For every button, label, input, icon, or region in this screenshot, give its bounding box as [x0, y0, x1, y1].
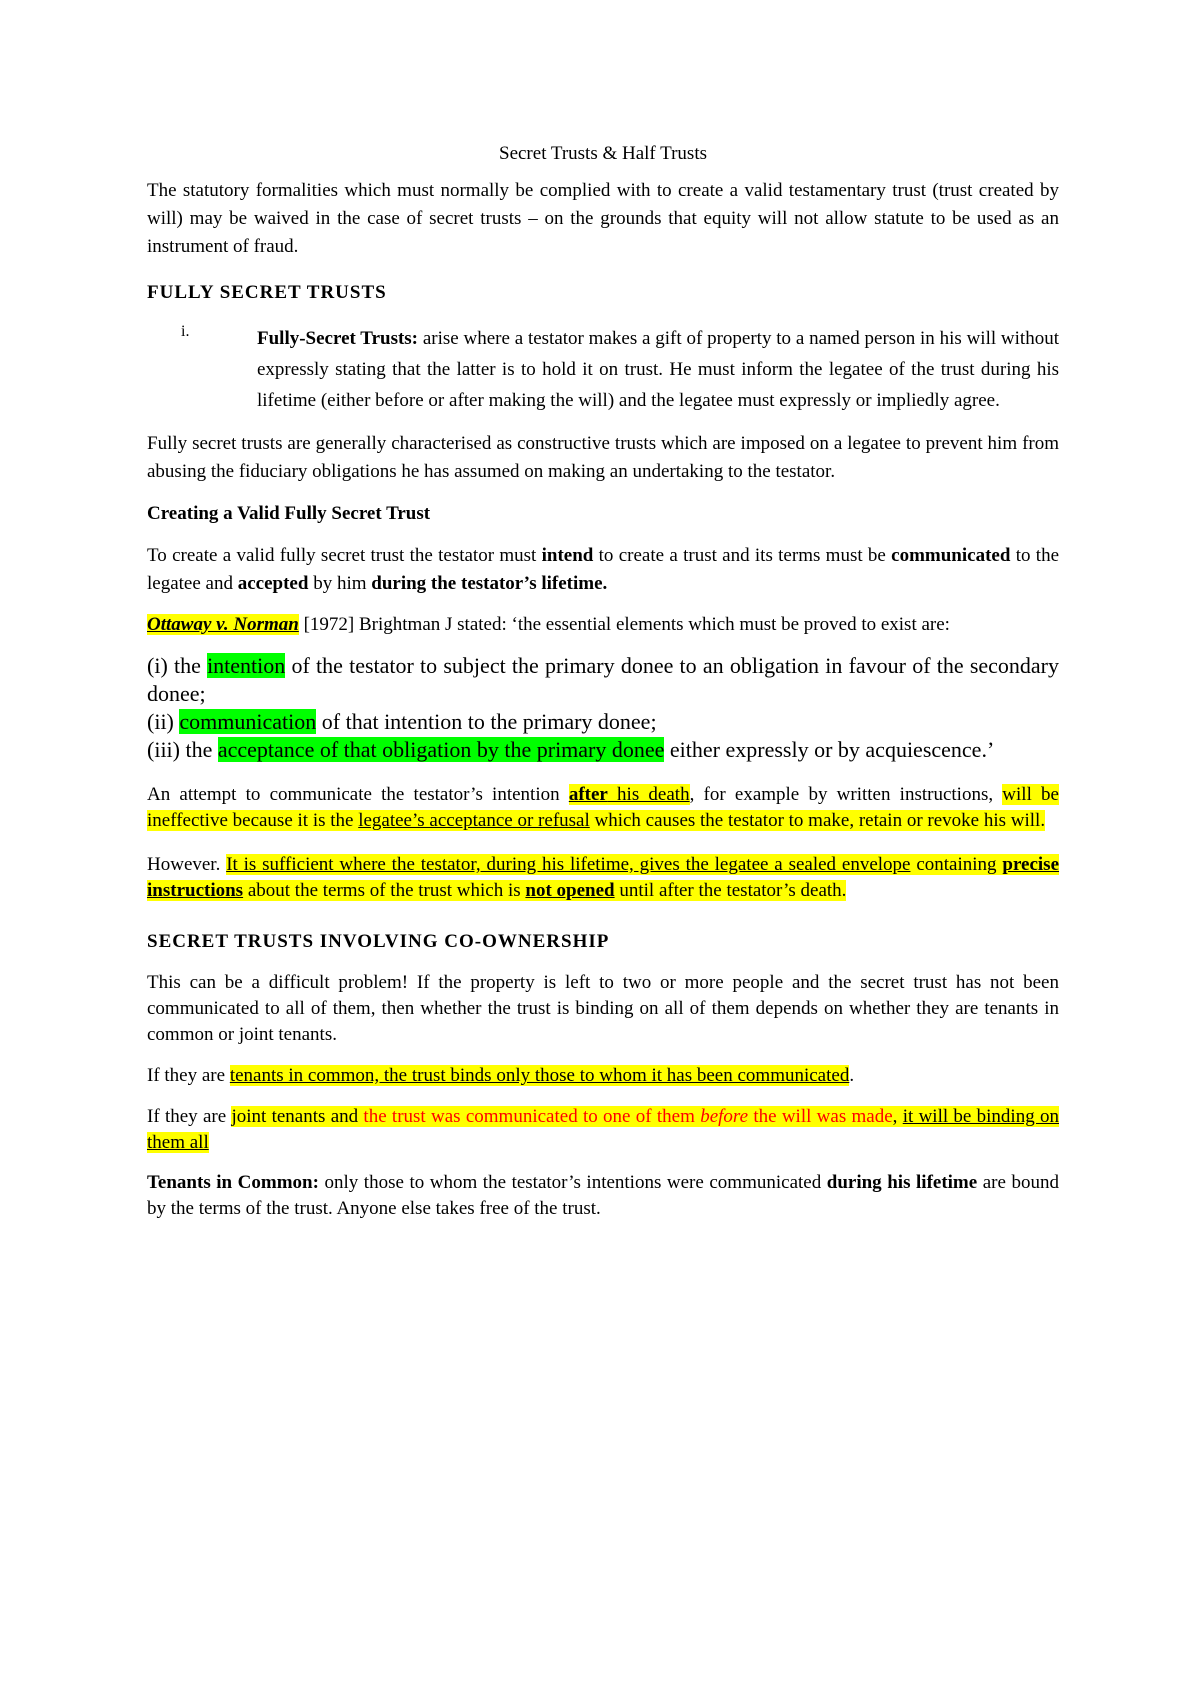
essential-element-1: (i) the intention of the testator to subject the primary donee to an obligation in favour of the secondary donee; [147, 653, 1059, 706]
co-ownership-paragraph: This can be a difficult problem! If the property is left to two or more people and the secret trust has not been communicated to all of them, then whether the trust is binding on all of them depends on whether they are tenants in common or joint tenants. [147, 972, 1059, 1045]
tenants-in-common-rule: Tenants in Common: only those to whom the testator’s intentions were communicated during his lifetime are bound by the terms of the trust. Anyone else takes free of the trust. [147, 1172, 1059, 1219]
list-item-number: i. [181, 323, 190, 340]
joint-tenants-paragraph: If they are joint tenants and the trust was communicated to one of them before the will was made, it will be binding on them all [147, 1106, 1059, 1153]
document-page [147, 140, 1059, 1222]
highlight-acceptance: acceptance of that obligation by the primary donee [217, 737, 665, 762]
requirements-paragraph: To create a valid fully secret trust the testator must intend to create a trust and its terms must be communicated to the legatee and accepted by him during the testator’s lifetime. [147, 545, 1060, 594]
intro-paragraph: The statutory formalities which must normally be complied with to create a valid testamentary trust (trust created by will) may be waived in the case of secret trusts – on the grounds that equity will not allow statute to be used as an instrument of fraud. [147, 180, 1059, 257]
creating-valid-trust-heading: Creating a Valid Fully Secret Trust [147, 503, 431, 524]
characterisation-paragraph: Fully secret trusts are generally characterised as constructive trusts which are imposed on a legatee to prevent him from abusing the fiduciary obligations he has assumed on making an undertaking to the testator. [147, 433, 1059, 482]
essential-element-3: (iii) the acceptance of that obligation by the primary donee either expressly or by acquiescence.’ [147, 737, 995, 762]
attempt-paragraph: An attempt to communicate the testator’s intention after his death, for example by written instructions, will be ineffective because it is the legatee’s acceptance or refusal which causes the testator to make, retain or revoke his will. [147, 784, 1059, 831]
co-ownership-heading: SECRET TRUSTS INVOLVING CO-OWNERSHIP [147, 931, 610, 952]
highlight-communication: communication [179, 709, 317, 734]
term-label: Fully-Secret Trusts: [257, 328, 419, 349]
case-citation-paragraph: Ottaway v. Norman [1972] Brightman J stated: ‘the essential elements which must be proved to exist are: [147, 614, 950, 635]
fully-secret-trusts-heading: FULLY SECRET TRUSTS [147, 282, 387, 303]
case-name: Ottaway v. Norman [147, 614, 299, 635]
list-item [147, 323, 1059, 416]
however-paragraph: However. It is sufficient where the testator, during his lifetime, gives the legatee a sealed envelope containing precise instructions about the terms of the trust which is not opened until after the testator’s death. [147, 854, 1060, 901]
highlight-intention: intention [207, 653, 286, 678]
essential-element-2: (ii) communication of that intention to the primary donee; [147, 709, 657, 734]
document-title: Secret Trusts & Half Trusts [499, 143, 707, 164]
tenants-in-common-paragraph: If they are tenants in common, the trust binds only those to whom it has been communicated. [147, 1065, 855, 1086]
list-item-text: Fully-Secret Trusts: arise where a testator makes a gift of property to a named person in his will without expressly stating that the latter is to hold it on trust. He must inform the legatee of the trust during his lifetime (either before or after making the will) and the legatee must expressly or impliedly agree. [257, 328, 1059, 411]
